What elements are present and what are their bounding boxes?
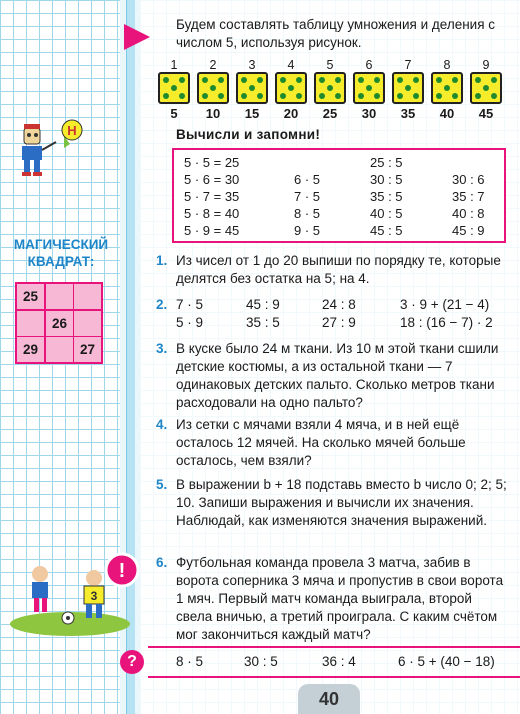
die-icon [470,72,502,104]
expression: 5 · 9 [176,315,204,330]
table-cell: 30 : 6 [452,172,485,187]
task-text: В куске было 24 м ткани. Из 10 м этой ткани сшили детские костюмы, а из остальной ткани — 7 одинаковых детских пальто. Сколько метров ткани расходовали на одно пальто? [176,341,499,410]
football-players-icon [8,548,140,638]
task-2 [156,296,508,332]
magic-cell [74,284,101,309]
dice-top-4: 4 [287,58,295,72]
dice-top-6: 6 [365,58,373,72]
divider-bottom [148,676,520,678]
bottom-expression: 36 : 4 [322,654,356,669]
table-cell: 45 : 5 [370,223,403,238]
dice-bottom-40: 40 [439,106,455,121]
table-cell: 40 : 5 [370,206,403,221]
dice-bottom-10: 10 [205,106,221,121]
task-number: 6. [156,555,168,570]
player-number: 3 [90,589,98,603]
die-icon [431,72,463,104]
task-text: Из чисел от 1 до 20 выпиши по порядку те, которые делятся без остатка на 5; на 4. [176,253,501,286]
dice-top-3: 3 [248,58,256,72]
task-3 [156,340,508,412]
magic-cell [74,311,101,336]
table-cell: 35 : 5 [370,189,403,204]
magic-square [15,282,103,364]
task-number: 1. [156,253,168,268]
die-icon [275,72,307,104]
expression: 18 : (16 − 7) · 2 [400,315,493,330]
divider-top [148,646,520,648]
die-icon [236,72,268,104]
pointer-arrow-icon [124,24,150,50]
letter-h: Н [67,123,77,138]
magic-cell [46,284,73,309]
task-number: 3. [156,341,168,356]
table-cell: 6 · 5 [294,172,321,187]
multiplication-table-box [172,148,506,243]
table-cell: 8 · 5 [294,206,321,221]
magic-square-title: МАГИЧЕСКИЙ КВАДРАТ: [13,237,109,269]
bottom-expression: 30 : 5 [244,654,278,669]
dice-top-2: 2 [209,58,217,72]
intro-text: Будем составлять таблицу умножения и деления с числом 5, используя рисунок. [176,17,496,50]
remember-heading: Вычисли и запомни! [176,127,321,142]
dice-top-9: 9 [482,58,490,72]
die-icon [314,72,346,104]
table-cell: 5 · 9 = 45 [184,223,240,238]
dice-bottom-35: 35 [400,106,416,121]
table-cell: 7 · 5 [294,189,321,204]
magic-cell [17,311,44,336]
task-text: В выражении b + 18 подставь вместо b число 0; 2; 5; 10. Запиши выражения и вычисли их значения. Наблюдай, как изменяются значения выражений. [176,477,507,528]
expression: 35 : 5 [246,315,280,330]
magic-cell [46,337,73,362]
expression: 45 : 9 [246,297,280,312]
magic-cell: 27 [74,337,101,362]
die-icon [158,72,190,104]
dice-bottom-15: 15 [244,106,260,121]
bottom-expression: 6 · 5 + (40 − 18) [398,654,495,669]
table-cell: 9 · 5 [294,223,321,238]
table-cell: 5 · 6 = 30 [184,172,240,187]
magic-cell: 25 [17,284,44,309]
dice-bottom-20: 20 [283,106,299,121]
task-number: 2. [156,297,168,312]
task-text: Из сетки с мячами взяли 4 мяча, и в ней ещё осталось 12 мячей. На сколько мячей больше осталось, чем взяли? [176,417,466,468]
expression: 3 · 9 + (21 − 4) [400,297,490,312]
task-6 [156,554,508,644]
dice-top-5: 5 [326,58,334,72]
die-icon [353,72,385,104]
table-cell: 5 · 8 = 40 [184,206,240,221]
expression: 24 : 8 [322,297,356,312]
table-cell: 25 : 5 [370,155,403,170]
dice-bottom-45: 45 [478,106,494,121]
table-cell: 45 : 9 [452,223,485,238]
magic-cell: 26 [46,311,73,336]
dice-bottom-30: 30 [361,106,377,121]
dice-row [158,58,508,122]
table-cell: 5 · 5 = 25 [184,155,240,170]
page-number: 40 [298,684,360,714]
task-number: 5. [156,477,168,492]
exclaim-sign: ! [118,560,126,582]
die-icon [197,72,229,104]
robot-character-icon [10,118,86,180]
dice-top-7: 7 [404,58,412,72]
dice-bottom-5: 5 [170,106,178,121]
task-text: Футбольная команда провела 3 матча, забив в ворота соперника 3 мяча и пропустив в свои ворота 1 мяч. Первый матч команда выиграла, второй свела вничью, а третий проиграла. С каким счётом мог закончиться каждый матч? [176,555,504,642]
die-icon [392,72,424,104]
task-5 [156,476,508,530]
expression: 27 : 9 [322,315,356,330]
expression: 7 · 5 [176,297,204,312]
magic-cell: 29 [17,337,44,362]
dice-top-8: 8 [443,58,451,72]
bottom-expression: 8 · 5 [176,654,204,669]
task-1 [156,252,508,288]
table-cell: 5 · 7 = 35 [184,189,240,204]
table-cell: 40 : 8 [452,206,485,221]
task-4 [156,416,508,470]
dice-top-1: 1 [170,58,178,72]
question-badge-icon: ? [120,650,144,674]
task-number: 4. [156,417,168,432]
dice-bottom-25: 25 [322,106,338,121]
table-cell: 35 : 7 [452,189,485,204]
table-cell: 30 : 5 [370,172,403,187]
